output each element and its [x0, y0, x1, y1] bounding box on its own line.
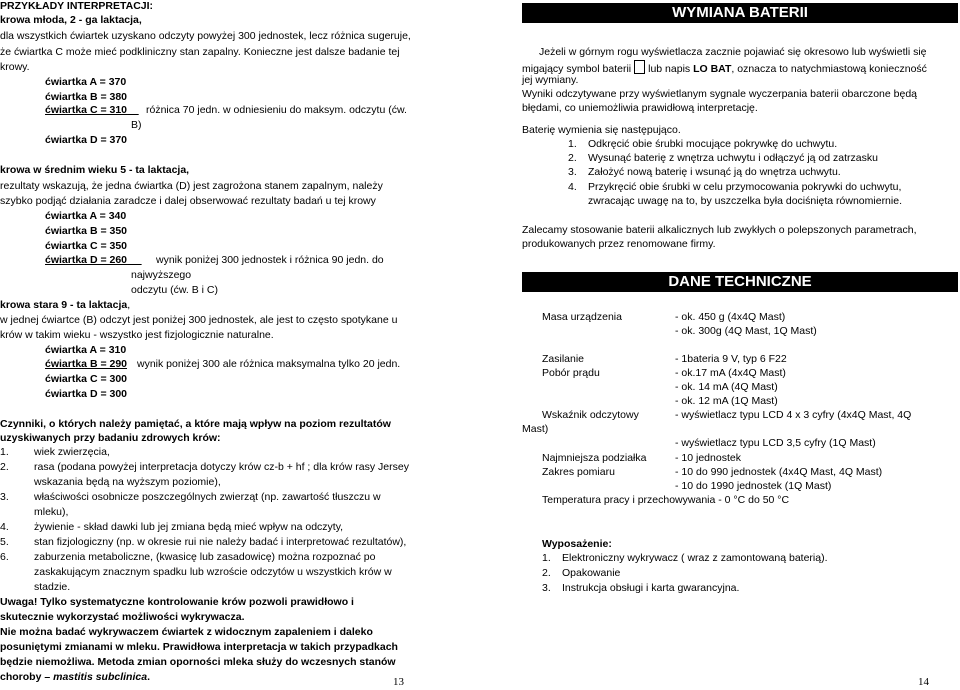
mass-label: Masa urządzenia [542, 311, 622, 323]
resolution-label: Najmniejsza podziałka [542, 452, 647, 464]
factor-number: 1. [0, 446, 9, 458]
factor-number: 2. [0, 461, 9, 473]
cow1-desc-2: że ćwiartka C może mieć podkliniczny stan zapalny. Konieczne jest dalsze badanie tej [0, 46, 400, 58]
cow2-quarter-d-note: wynik poniżej 300 jednostek i różnica 90 jedn. do [156, 254, 384, 266]
battery-para-2-line-2: błędami, co uniemożliwia prawidłową interpretację. [522, 102, 758, 114]
cow2-desc-2: szybko podjąć działania zaradcze i dalej obserwować rezultaty badań u tej krowy [0, 195, 376, 207]
step-text: Założyć nową baterię i wsunąć ją do wnętrza uchwytu. [588, 166, 841, 178]
battery-symbol-icon [634, 60, 645, 74]
cow3-quarter-b: ćwiartka B = 290 [45, 358, 128, 370]
battery-para-1-line-1: Jeżeli w górnym rogu wyświetlacza zacznie pojawiać się okresowo lub wyświetli się [539, 46, 927, 58]
equipment-number: 2. [542, 567, 551, 579]
factor-text: wiek zwierzęcia, [34, 446, 110, 458]
factor-number: 4. [0, 521, 9, 533]
warning-line-5: będzie niemożliwa. Metoda zmian oporności mleka służy do wczesnych stanów [0, 656, 396, 668]
cow1-quarter-c-note-2: B) [131, 119, 142, 131]
cow2-desc-1: rezultaty wskazują, że jedna ćwiartka (D) jest zagrożona stanem zapalnym, należy [0, 180, 383, 192]
battery-para-1-line-2: migający symbol baterii lub napis LO BAT, oznacza to natychmiastową konieczność [522, 60, 927, 76]
factors-title-2: uzyskiwanych przy badaniu zdrowych krów: [0, 432, 221, 444]
equipment-item: Instrukcja obsługi i karta gwarancyjna. [562, 582, 740, 594]
battery-para-2-line-1: Wyniki odczytywane przy wyświetlanym sygnale wyczerpania baterii obarczone będą [522, 88, 918, 100]
mass-value: - ok. 450 g (4x4Q Mast) [675, 311, 786, 323]
factor-text: żywienie - skład dawki lub jej zmiana będą mieć wpływ na odczyty, [34, 521, 344, 533]
resolution-value: - 10 jednostek [675, 452, 741, 464]
cow2-quarter-a: ćwiartka A = 340 [45, 210, 127, 222]
indicator-value-cont: Mast) [522, 423, 549, 435]
factor-text: zaburzenia metaboliczne, (kwasicę lub zasadowicę) można rozpoznać po [34, 551, 376, 563]
current-value: - ok. 14 mA (4Q Mast) [675, 381, 778, 393]
range-value: - 10 do 990 jednostek (4x4Q Mast, 4Q Mast) [675, 466, 883, 478]
step-number: 4. [568, 181, 577, 193]
current-value: - ok.17 mA (4x4Q Mast) [675, 367, 786, 379]
cow1-desc-3: krowy. [0, 61, 30, 73]
tech-data-title: DANE TECHNICZNE [522, 272, 958, 292]
warning-line-4: posuniętymi zmianami w mleku. Prawidłowa interpretacja w takich przypadkach [0, 641, 398, 653]
current-label: Pobór prądu [542, 367, 600, 379]
cow2-quarter-d: ćwiartka D = 260 [45, 254, 128, 266]
indicator-value: - wyświetlacz typu LCD 4 x 3 cyfry (4x4Q Mast, 4Q [675, 409, 912, 421]
warning-line-1: Uwaga! Tylko systematyczne kontrolowanie krów pozwoli prawidłowo i [0, 596, 354, 608]
factor-text-cont: zaskakującym znacznym spadku lub wzroście odczytów u wszystkich krów w [34, 566, 392, 578]
power-label: Zasilanie [542, 353, 585, 365]
equipment-title: Wyposażenie: [542, 538, 612, 550]
step-text: Przykręcić obie śrubki w celu przymocowania pokrywki do uchwytu, [588, 181, 902, 193]
factor-text: rasa (podana powyżej interpretacja dotyczy krów cz-b + hf ; dla krów rasy Jersey [34, 461, 409, 473]
step-text: Wysunąć baterię z wnętrza uchwytu i odłączyć ją od zatrzasku [588, 152, 878, 164]
cow1-quarter-c-note: różnica 70 jedn. w odniesieniu do maksym. odczytu (ćw. [146, 104, 407, 116]
cow2-quarter-d-note-3: odczytu (ćw. B i C) [131, 284, 218, 296]
indicator-label: Wskaźnik odczytowy [542, 409, 639, 421]
warning-line-2: skutecznie wykorzystać możliwości wykrywacza. [0, 611, 245, 623]
cow2-quarter-c: ćwiartka C = 350 [45, 240, 128, 252]
temperature-line: Temperatura pracy i przechowywania - 0 °C do 50 °C [542, 494, 790, 506]
cow1-quarter-c: ćwiartka C = 310 [45, 104, 128, 116]
step-text-cont: zwracając uwagę na to, by uszczelka była dociśnięta równomiernie. [588, 195, 902, 207]
page-number-right: 14 [918, 676, 929, 688]
equipment-item: Elektroniczny wykrywacz ( wraz z zamontowaną baterią). [562, 552, 828, 564]
battery-note-line-2: produkowanych przez renomowane firmy. [522, 238, 716, 250]
cow1-quarter-a: ćwiartka A = 370 [45, 76, 127, 88]
battery-note-line-1: Zalecamy stosowanie baterii alkalicznych lub zwykłych o polepszonych parametrach, [522, 224, 917, 236]
mass-value: - ok. 300g (4Q Mast, 1Q Mast) [675, 325, 817, 337]
cow3-desc-1: w jednej ćwiartce (B) odczyt jest poniżej 300 jednostek, ale jest to często spotykane u [0, 314, 398, 326]
battery-steps-intro: Baterię wymienia się następująco. [522, 124, 681, 136]
factor-number: 6. [0, 551, 9, 563]
factor-number: 3. [0, 491, 9, 503]
warning-line-3: Nie można badać wykrywaczem ćwiartek z widocznym zapaleniem i daleko [0, 626, 373, 638]
factor-text: właściwości osobnicze poszczególnych zwierząt (np. zawartość tłuszczu w [34, 491, 381, 503]
cow3-quarter-a: ćwiartka A = 310 [45, 344, 127, 356]
cow3-desc-2: krów w takim wieku - wszystko jest fizjologicznie naturalne. [0, 329, 274, 341]
indicator-value: - wyświetlacz typu LCD 3,5 cyfry (1Q Mast) [675, 437, 876, 449]
equipment-number: 3. [542, 582, 551, 594]
examples-heading: PRZYKŁADY INTERPRETACJI: [0, 0, 154, 12]
factor-text-cont: wskazania będą na wyższym poziomie), [34, 476, 221, 488]
cow1-title: krowa młoda, 2 - ga laktacja, [0, 14, 142, 26]
cow3-quarter-d: ćwiartka D = 300 [45, 388, 128, 400]
factor-text-cont: mleku), [34, 506, 69, 518]
factors-title-1: Czynniki, o których należy pamiętać, a które mają wpływ na poziom rezultatów [0, 418, 391, 430]
battery-para-1-line-3: jej wymiany. [522, 74, 579, 86]
warning-line-6: choroby – mastitis subclinica. [0, 671, 150, 683]
cow2-title: krowa w średnim wieku 5 - ta laktacja, [0, 164, 190, 176]
cow3-quarter-c: ćwiartka C = 300 [45, 373, 128, 385]
cow3-quarter-b-note: wynik poniżej 300 ale różnica maksymalna tylko 20 jedn. [137, 358, 401, 370]
range-label: Zakres pomiaru [542, 466, 615, 478]
cow1-desc-1: dla wszystkich ćwiartek uzyskano odczyty powyżej 300 jednostek, lecz różnica sugeruje, [0, 30, 411, 42]
battery-section-title: WYMIANA BATERII [522, 3, 958, 23]
factor-text: stan fizjologiczny (np. w okresie rui nie należy badać i interpretować rezultatów), [34, 536, 407, 548]
power-value: - 1bateria 9 V, typ 6 F22 [675, 353, 787, 365]
cow2-quarter-b: ćwiartka B = 350 [45, 225, 128, 237]
factor-text-cont: stadzie. [34, 581, 71, 593]
step-number: 2. [568, 152, 577, 164]
step-number: 3. [568, 166, 577, 178]
range-value: - 10 do 1990 jednostek (1Q Mast) [675, 480, 832, 492]
step-number: 1. [568, 138, 577, 150]
cow3-title: krowa stara 9 - ta laktacja, [0, 299, 131, 311]
current-value: - ok. 12 mA (1Q Mast) [675, 395, 778, 407]
page-number-left: 13 [393, 676, 404, 688]
cow1-quarter-d: ćwiartka D = 370 [45, 134, 128, 146]
equipment-number: 1. [542, 552, 551, 564]
cow1-quarter-b: ćwiartka B = 380 [45, 91, 128, 103]
cow2-quarter-d-note-2: najwyższego [131, 269, 192, 281]
equipment-item: Opakowanie [562, 567, 621, 579]
factor-number: 5. [0, 536, 9, 548]
step-text: Odkręcić obie śrubki mocujące pokrywkę do uchwytu. [588, 138, 838, 150]
